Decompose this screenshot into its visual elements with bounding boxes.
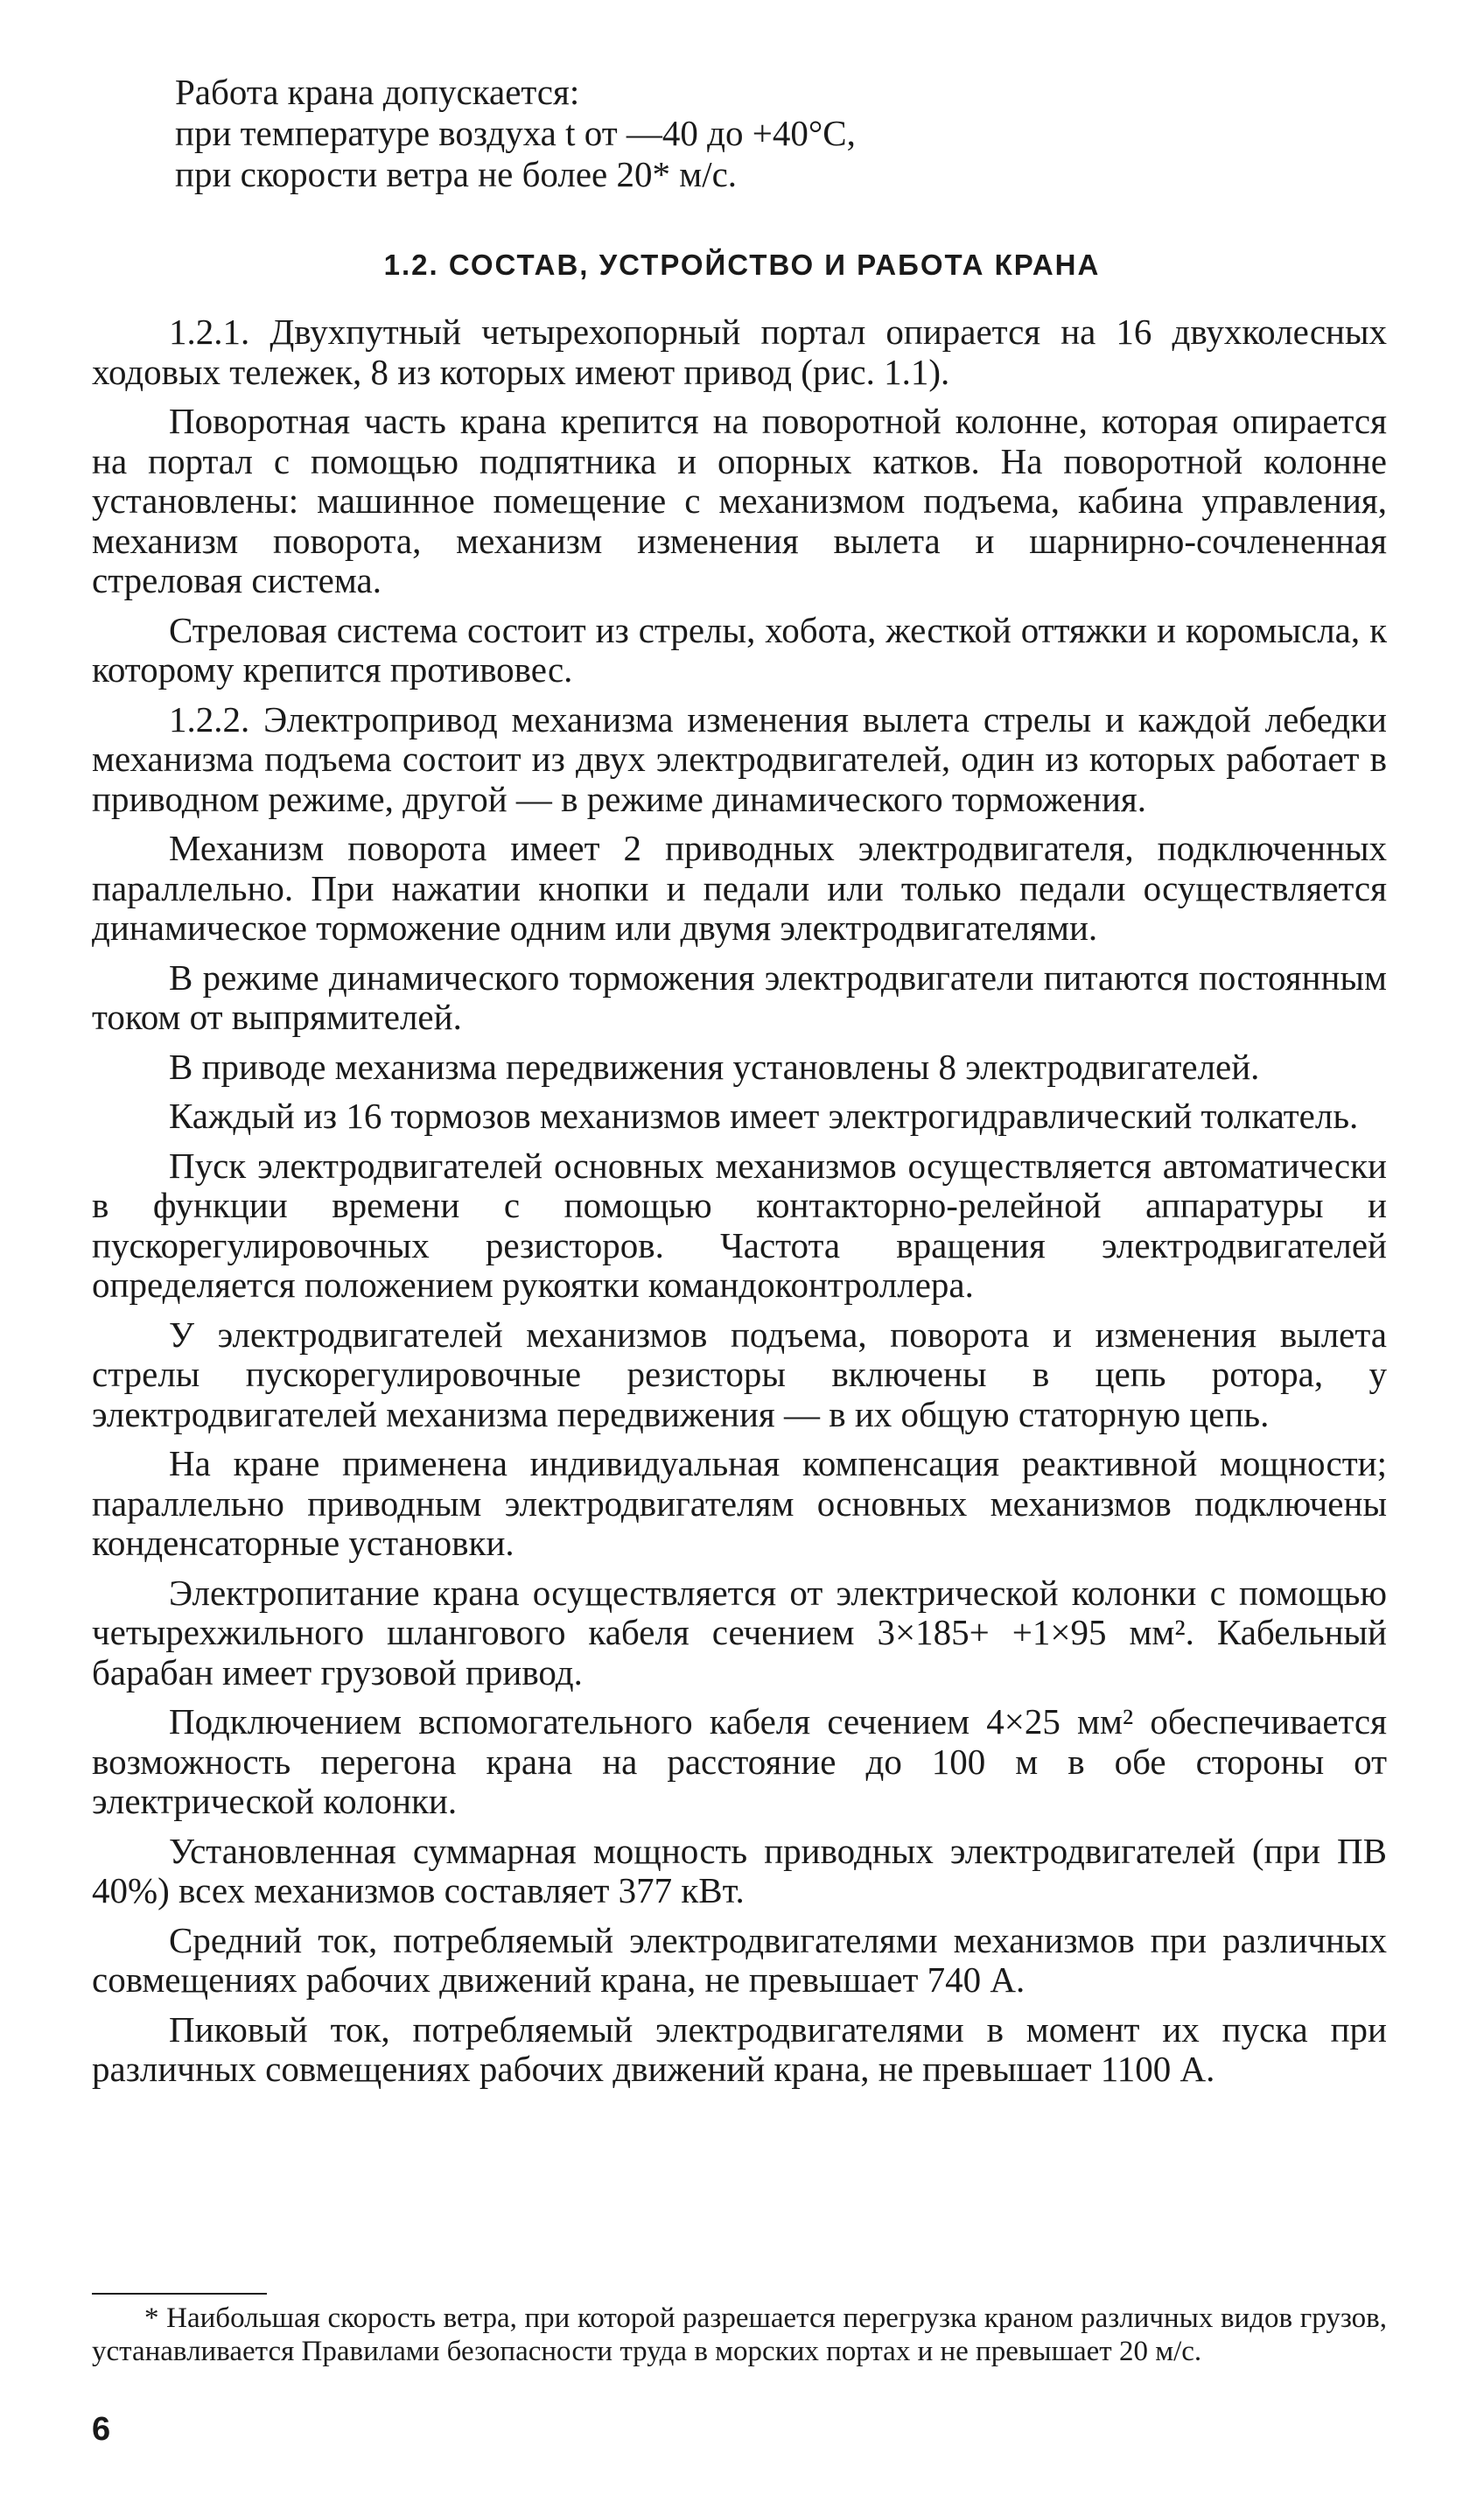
- paragraph: Поворотная часть крана крепится на поворотной колонне, которая опирается на портал с помощью подпятника и опорных катков. На поворотной колонне установлены: машинное помещение с механизмом подъема, кабина управления, механизм поворота, механизм изменения вылета и шарнирно-сочлененная стреловая система.: [92, 401, 1387, 600]
- paragraph: У электродвигателей механизмов подъема, поворота и изменения вылета стрелы пускорегулировочные резисторы включены в цепь ротора, у электродвигателей механизма передвижения — в их общую статорную цепь.: [92, 1314, 1387, 1434]
- paragraph: В режиме динамического торможения электродвигатели питаются постоянным током от выпрямителей.: [92, 957, 1387, 1037]
- paragraph: На кране применена индивидуальная компенсация реактивной мощности; параллельно приводным электродвигателям основных механизмов подключены конденсаторные установки.: [92, 1443, 1387, 1563]
- paragraph: Пиковый ток, потребляемый электродвигателями в момент их пуска при различных совмещениях рабочих движений крана, не превышает 1100 А.: [92, 2008, 1387, 2089]
- conditions-wind-line: при скорости ветра не более 20* м/с.: [175, 154, 738, 194]
- paragraph: Средний ток, потребляемый электродвигателями механизмов при различных совмещениях рабочих движений крана, не превышает 740 А.: [92, 1919, 1387, 2000]
- conditions-temperature-line: при температуре воздуха t от —40 до +40°С,: [175, 113, 856, 153]
- paragraph: Электропитание крана осуществляется от электрической колонки с помощью четырехжильного шлангового кабеля сечением 3×185+ +1×95 мм². Кабельный барабан имеет грузовой привод.: [92, 1572, 1387, 1693]
- crane-operating-conditions: [175, 72, 1312, 195]
- paragraph: Стреловая система состоит из стрелы, хобота, жесткой оттяжки и коромысла, к которому крепится противовес.: [92, 609, 1387, 690]
- paragraph: Подключением вспомогательного кабеля сечением 4×25 мм² обеспечивается возможность перегона крана на расстояние до 100 м в обе стороны от электрической колонки.: [92, 1701, 1387, 1821]
- section-body: [92, 312, 1387, 2099]
- section-heading: 1.2. СОСТАВ, УСТРОЙСТВО И РАБОТА КРАНА: [383, 249, 1101, 281]
- paragraph: 1.2.1. Двухпутный четырехопорный портал опирается на 16 двухколесных ходовых тележек, 8 из которых имеют привод (рис. 1.1).: [92, 312, 1387, 392]
- paragraph: Установленная суммарная мощность приводных электродвигателей (при ПВ 40%) всех механизмов составляет 377 кВт.: [92, 1830, 1387, 1910]
- paragraph: В приводе механизма передвижения установлены 8 электродвигателей.: [169, 1046, 1260, 1087]
- footnote-divider: [92, 2293, 267, 2295]
- paragraph: Каждый из 16 тормозов механизмов имеет электрогидравлический толкатель.: [169, 1096, 1359, 1136]
- paragraph: Механизм поворота имеет 2 приводных электродвигателя, подключенных параллельно. При нажатии кнопки и педали или только педали осуществляется динамическое торможение одним или двумя электродвигателями.: [92, 828, 1387, 948]
- footnote: * Наибольшая скорость ветра, при которой разрешается перегрузка краном различных видов грузов, устанавливается Правилами безопасности труда в морских портах и не превышает 20 м/с.: [92, 2302, 1387, 2367]
- page-number: 6: [92, 2411, 111, 2448]
- paragraph: Пуск электродвигателей основных механизмов осуществляется автоматически в функции времени с помощью контакторно-релейной аппаратуры и пускорегулировочных резисторов. Частота вращения электродвигателей определяется положением рукоятки командоконтроллера.: [92, 1145, 1387, 1305]
- paragraph: 1.2.2. Электропривод механизма изменения вылета стрелы и каждой лебедки механизма подъема состоит из двух электродвигателей, один из которых работает в приводном режиме, другой — в режиме динамического торможения.: [92, 698, 1387, 819]
- conditions-intro-line: Работа крана допускается:: [175, 72, 580, 112]
